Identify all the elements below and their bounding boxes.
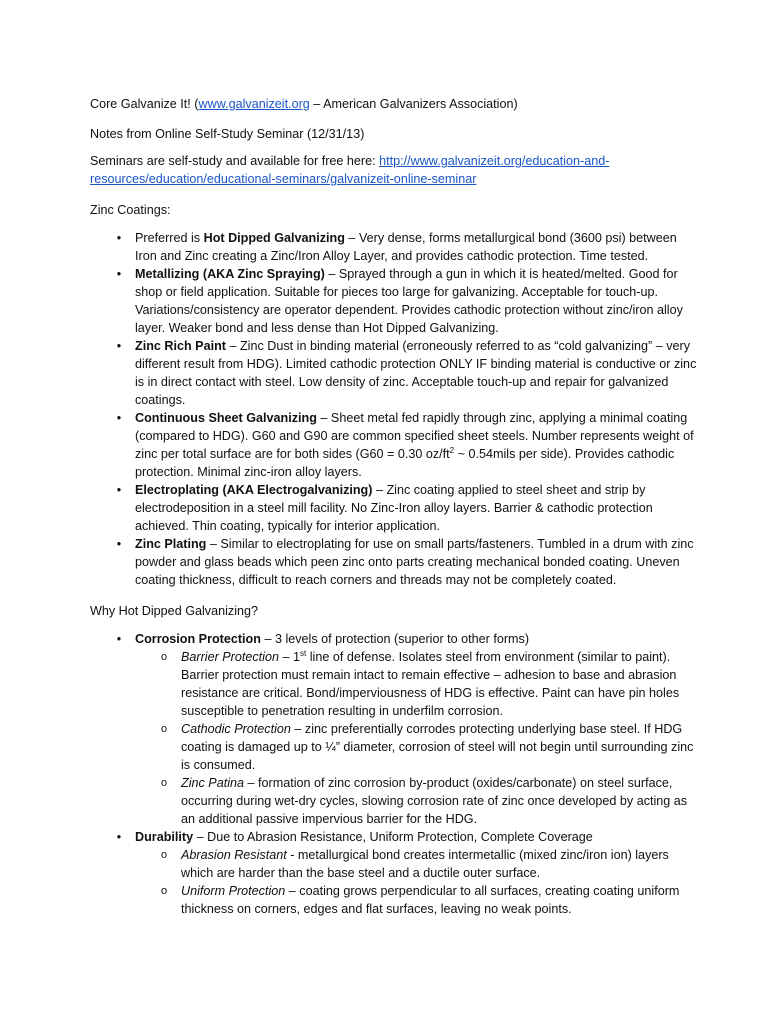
list-item [90, 481, 700, 535]
item-term: Electroplating (AKA Electrogalvanizing) [135, 483, 373, 497]
corrosion-sublist [135, 648, 700, 828]
sub-list-item [135, 774, 700, 828]
list-item [90, 630, 700, 828]
list-item [90, 265, 700, 337]
sub-list-item [135, 882, 700, 918]
item-term: Durability [135, 830, 194, 844]
sub-item-text: – formation of zinc corrosion by-product (oxides/carbonate) on steel surface, occurring during wet-dry cycles, slowing corrosion rate of zinc once developed by acting as an additional passive impervious barrier for the HDG. [181, 776, 688, 826]
why-hdg-list [90, 630, 700, 918]
galvanizeit-link[interactable]: www.galvanizeit.org [198, 97, 310, 111]
item-term: Metallizing (AKA Zinc Spraying) [135, 267, 325, 281]
bullet-icon: • [116, 830, 122, 844]
list-item [90, 828, 700, 918]
sub-list-item [135, 648, 700, 720]
bullet-icon: • [116, 267, 122, 281]
circle-bullet-icon: o [160, 723, 168, 735]
item-term: Zinc Plating [135, 537, 207, 551]
title-line [90, 95, 690, 113]
seminar-link[interactable]: http://www.galvanizeit.org/education-and-resources/education/educational-seminars/galvanizeit-online-seminar [90, 154, 610, 186]
item-text: ~ 0.54mils per side). Provides cathodic protection. Minimal zinc-iron alloy layers. [135, 447, 675, 479]
sub-item-text: – 1 [279, 650, 301, 664]
title-suffix: – American Galvanizers Association) [309, 97, 518, 111]
sub-item-text: line of defense. Isolates steel from environment (similar to paint). Barrier protection must remain intact to remain effective – adhesion to base and abrasion resistance are critical. Bond/imperviousness of HDG is effective. Paint can have pin holes susceptible to penetration resulting in underfilm corrosion. [181, 650, 680, 718]
item-term: Continuous Sheet Galvanizing [135, 411, 317, 425]
why-hdg-heading: Why Hot Dipped Galvanizing? [90, 604, 258, 618]
superscript: 2 [449, 445, 455, 455]
bullet-icon: • [116, 411, 122, 425]
bullet-icon: • [116, 483, 122, 497]
item-term: Hot Dipped Galvanizing [203, 231, 345, 245]
bullet-icon: • [116, 632, 122, 646]
item-text: – Zinc Dust in binding material (erroneously referred to as “cold galvanizing” – very different result from HDG). Limited cathodic protection ONLY IF binding material is conductive or zinc is in direct contact with steel. Low density of zinc. Acceptable touch-up and repair for galvanized coatings. [135, 339, 697, 407]
zinc-coatings-list [90, 229, 700, 589]
sub-item-term: Uniform Protection [181, 884, 286, 898]
bullet-icon: • [116, 339, 122, 353]
superscript: st [300, 648, 307, 658]
bullet-icon: • [116, 537, 122, 551]
item-text: – 3 levels of protection (superior to other forms) [260, 632, 530, 646]
sub-item-text: – coating grows perpendicular to all surfaces, creating coating uniform thickness on corners, edges and flat surfaces, leaving no weak points. [181, 884, 680, 916]
item-text: – Due to Abrasion Resistance, Uniform Protection, Complete Coverage [193, 830, 593, 844]
circle-bullet-icon: o [160, 777, 168, 789]
item-term: Zinc Rich Paint [135, 339, 226, 353]
durability-sublist [135, 846, 700, 918]
zinc-coatings-heading: Zinc Coatings: [90, 203, 171, 217]
item-text: – Similar to electroplating for use on small parts/fasteners. Tumbled in a drum with zinc powder and glass beads which peen zinc onto parts creating mechanical bonded coating. Uneven coating thickness, difficult to reach corners and threads may not be completely coated. [135, 537, 694, 587]
circle-bullet-icon: o [160, 651, 168, 663]
sub-list-item [135, 846, 700, 882]
bullet-icon: • [116, 231, 122, 245]
circle-bullet-icon: o [160, 885, 168, 897]
list-item: • Preferred is Hot Dipped Galvanizing – Very dense, forms metallurgical bond (3600 psi) between Iron and Zinc creating a Zinc/Iron Alloy Layer, and provides cathodic protection. Time tested. [90, 229, 700, 265]
item-term: Corrosion Protection [135, 632, 261, 646]
seminars-paragraph [90, 152, 650, 188]
seminars-text: Seminars are self-study and available for free here: [90, 154, 380, 168]
circle-bullet-icon: o [160, 849, 168, 861]
title-prefix: Core Galvanize It! ( [90, 97, 199, 111]
item-text: – Sheet metal fed rapidly through zinc, applying a minimal coating (compared to HDG). G60 and G90 are common specified sheet steels. Number represents weight of zinc per total surface are for both sides (G60 = 0.30 oz/ft [135, 411, 694, 461]
notes-line: Notes from Online Self-Study Seminar (12/31/13) [90, 127, 365, 141]
item-text: – Zinc coating applied to steel sheet and strip by electrodeposition in a steel mill facility. No Zinc-Iron alloy layers. Barrier & cathodic protection achieved. Thin coating, typically for interior application. [135, 483, 653, 533]
sub-item-term: Abrasion Resistant [181, 848, 287, 862]
list-item [90, 337, 700, 409]
sub-item-term: Cathodic Protection [181, 722, 291, 736]
item-text: – Sprayed through a gun in which it is heated/melted. Good for shop or field application. Suitable for pieces too large for galvanizing. Acceptable for touch-up. Variations/consistency are operator dependent. Provides cathodic protection without zinc/iron alloy layer. Weaker bond and less dense than Hot Dipped Galvanizing. [135, 267, 683, 335]
item-text: – Very dense, forms metallurgical bond (3600 psi) between Iron and Zinc creating a Zinc/Iron Alloy Layer, and provides cathodic protection. Time tested. [135, 231, 677, 263]
sub-item-term: Barrier Protection [181, 650, 279, 664]
sub-list-item [135, 720, 700, 774]
sub-item-text: - metallurgical bond creates intermetallic (mixed zinc/iron ion) layers which are harder than the base steel and a ductile outer surface. [181, 848, 669, 880]
sub-item-term: Zinc Patina [181, 776, 244, 790]
list-item [90, 535, 700, 589]
list-item [90, 409, 700, 481]
sub-item-text: – zinc preferentially corrodes protecting underlying base steel. If HDG coating is damaged up to ¼” diameter, corrosion of steel will not begin until surrounding zinc is consumed. [181, 722, 694, 772]
